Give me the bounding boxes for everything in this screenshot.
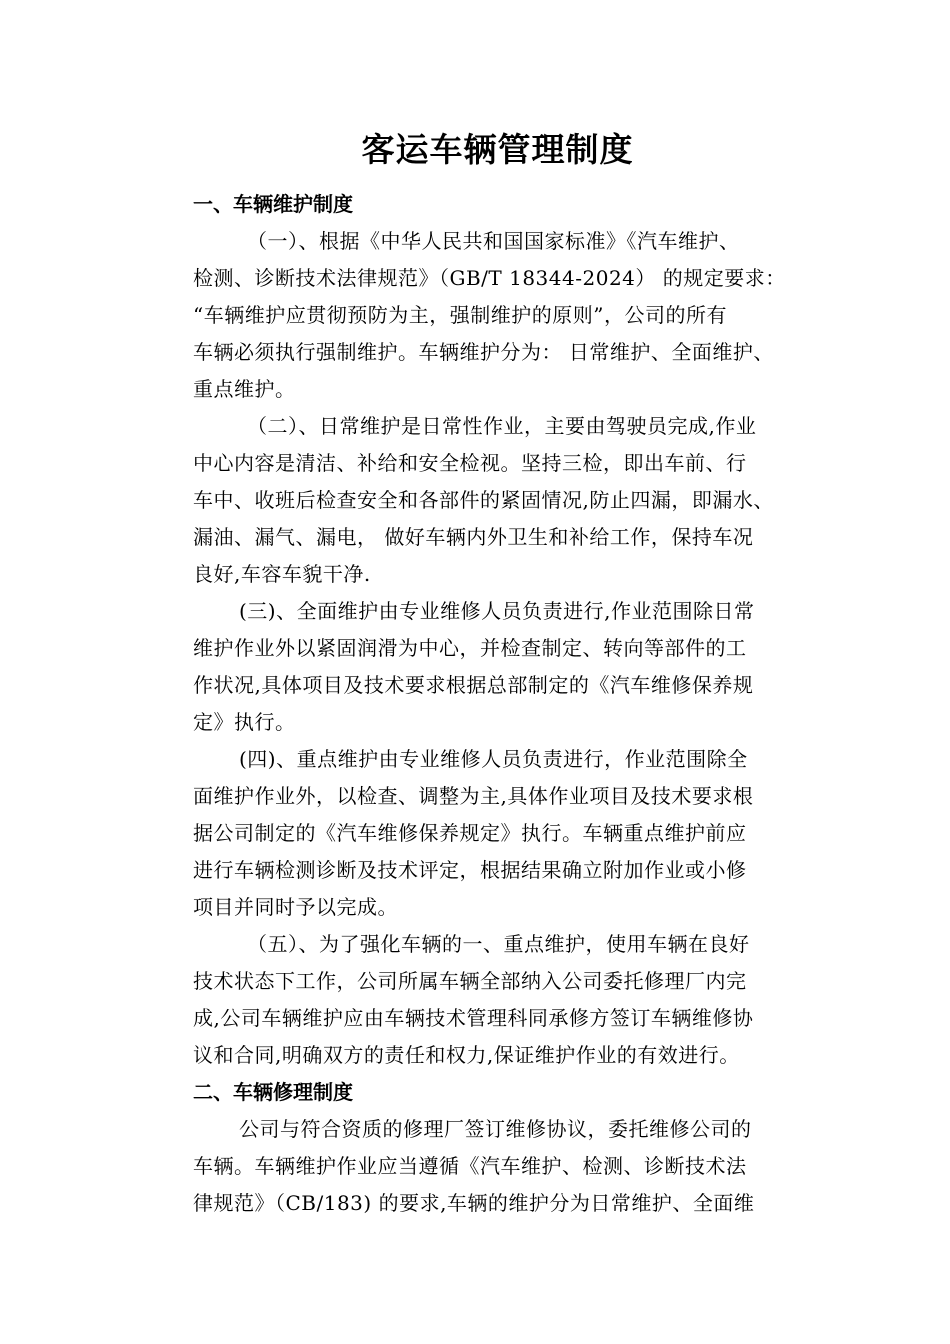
text-line: 律规范》（CB/183) 的要求,车辆的维护分为日常维护、全面维 [193,1191,755,1215]
page-title: 客运车辆管理制度 [361,130,634,169]
text-line: (三)、全面维护由专业维修人员负责进行,作业范围除日常 [239,599,755,623]
text-line: 进行车辆检测诊断及技术评定，根据结果确立附加作业或小修 [193,858,747,882]
text-line: (四)、重点维护由专业维修人员负责进行，作业范围除全 [239,747,748,771]
text-line: 车辆。车辆维护作业应当遵循《汽车维护、检测、诊断技术法 [193,1154,747,1178]
text-line: 据公司制定的《汽车维修保养规定》执行。车辆重点维护前应 [193,821,747,845]
text-line: 车中、收班后检查安全和各部件的紧固情况,防止四漏，即漏水、 [193,488,774,512]
text-line: 定》执行。 [193,710,296,734]
text-line: 公司与符合资质的修理厂签订维修协议，委托维修公司的 [239,1117,752,1141]
text-line: 作状况,具体项目及技术要求根据总部制定的《汽车维修保养规 [193,673,754,697]
section-heading-maintenance: 一、车辆维护制度 [193,192,353,216]
text-line: 面维护作业外，以检查、调整为主,具体作业项目及技术要求根 [193,784,754,808]
text-line: 成,公司车辆维护应由车辆技术管理科同承修方签订车辆维修协 [193,1006,754,1030]
paragraph-3 [193,593,833,741]
document-body [193,186,833,1222]
text-line: 议和合同,明确双方的责任和权力,保证维护作业的有效进行。 [193,1043,740,1067]
text-line: 中心内容是清洁、补给和安全检视。坚持三检，即出车前、行 [193,451,747,475]
text-line: 检测、诊断技术法律规范》（GB/T 18344-2024） 的规定要求： [193,266,786,290]
text-line: “车辆维护应贯彻预防为主，强制维护的原则”，公司的所有 [193,303,727,327]
text-line: 维护作业外以紧固润滑为中心，并检查制定、转向等部件的工 [193,636,747,660]
text-line: 重点维护。 [193,377,296,401]
text-line: （二）、日常维护是日常性作业，主要由驾驶员完成,作业 [247,414,757,438]
section-heading-repair: 二、车辆修理制度 [193,1080,353,1104]
paragraph-2 [193,408,833,593]
text-line: 项目并同时予以完成。 [193,895,398,919]
text-line: （五）、为了强化车辆的一、重点维护，使用车辆在良好 [247,932,750,956]
text-line: 漏油、漏气、漏电， 做好车辆内外卫生和补给工作，保持车况 [193,525,754,549]
text-line: （一）、根据《中华人民共和国国家标准》《汽车维护、 [247,229,740,253]
paragraph-1 [193,223,833,408]
paragraph-4 [193,741,833,926]
text-line: 良好,车容车貌干净. [193,562,371,586]
paragraph-5 [193,926,833,1074]
paragraph-6 [193,1111,833,1222]
text-line: 车辆必须执行强制维护。车辆维护分为： 日常维护、全面维护、 [193,340,774,364]
text-line: 技术状态下工作，公司所属车辆全部纳入公司委托修理厂内完 [193,969,747,993]
